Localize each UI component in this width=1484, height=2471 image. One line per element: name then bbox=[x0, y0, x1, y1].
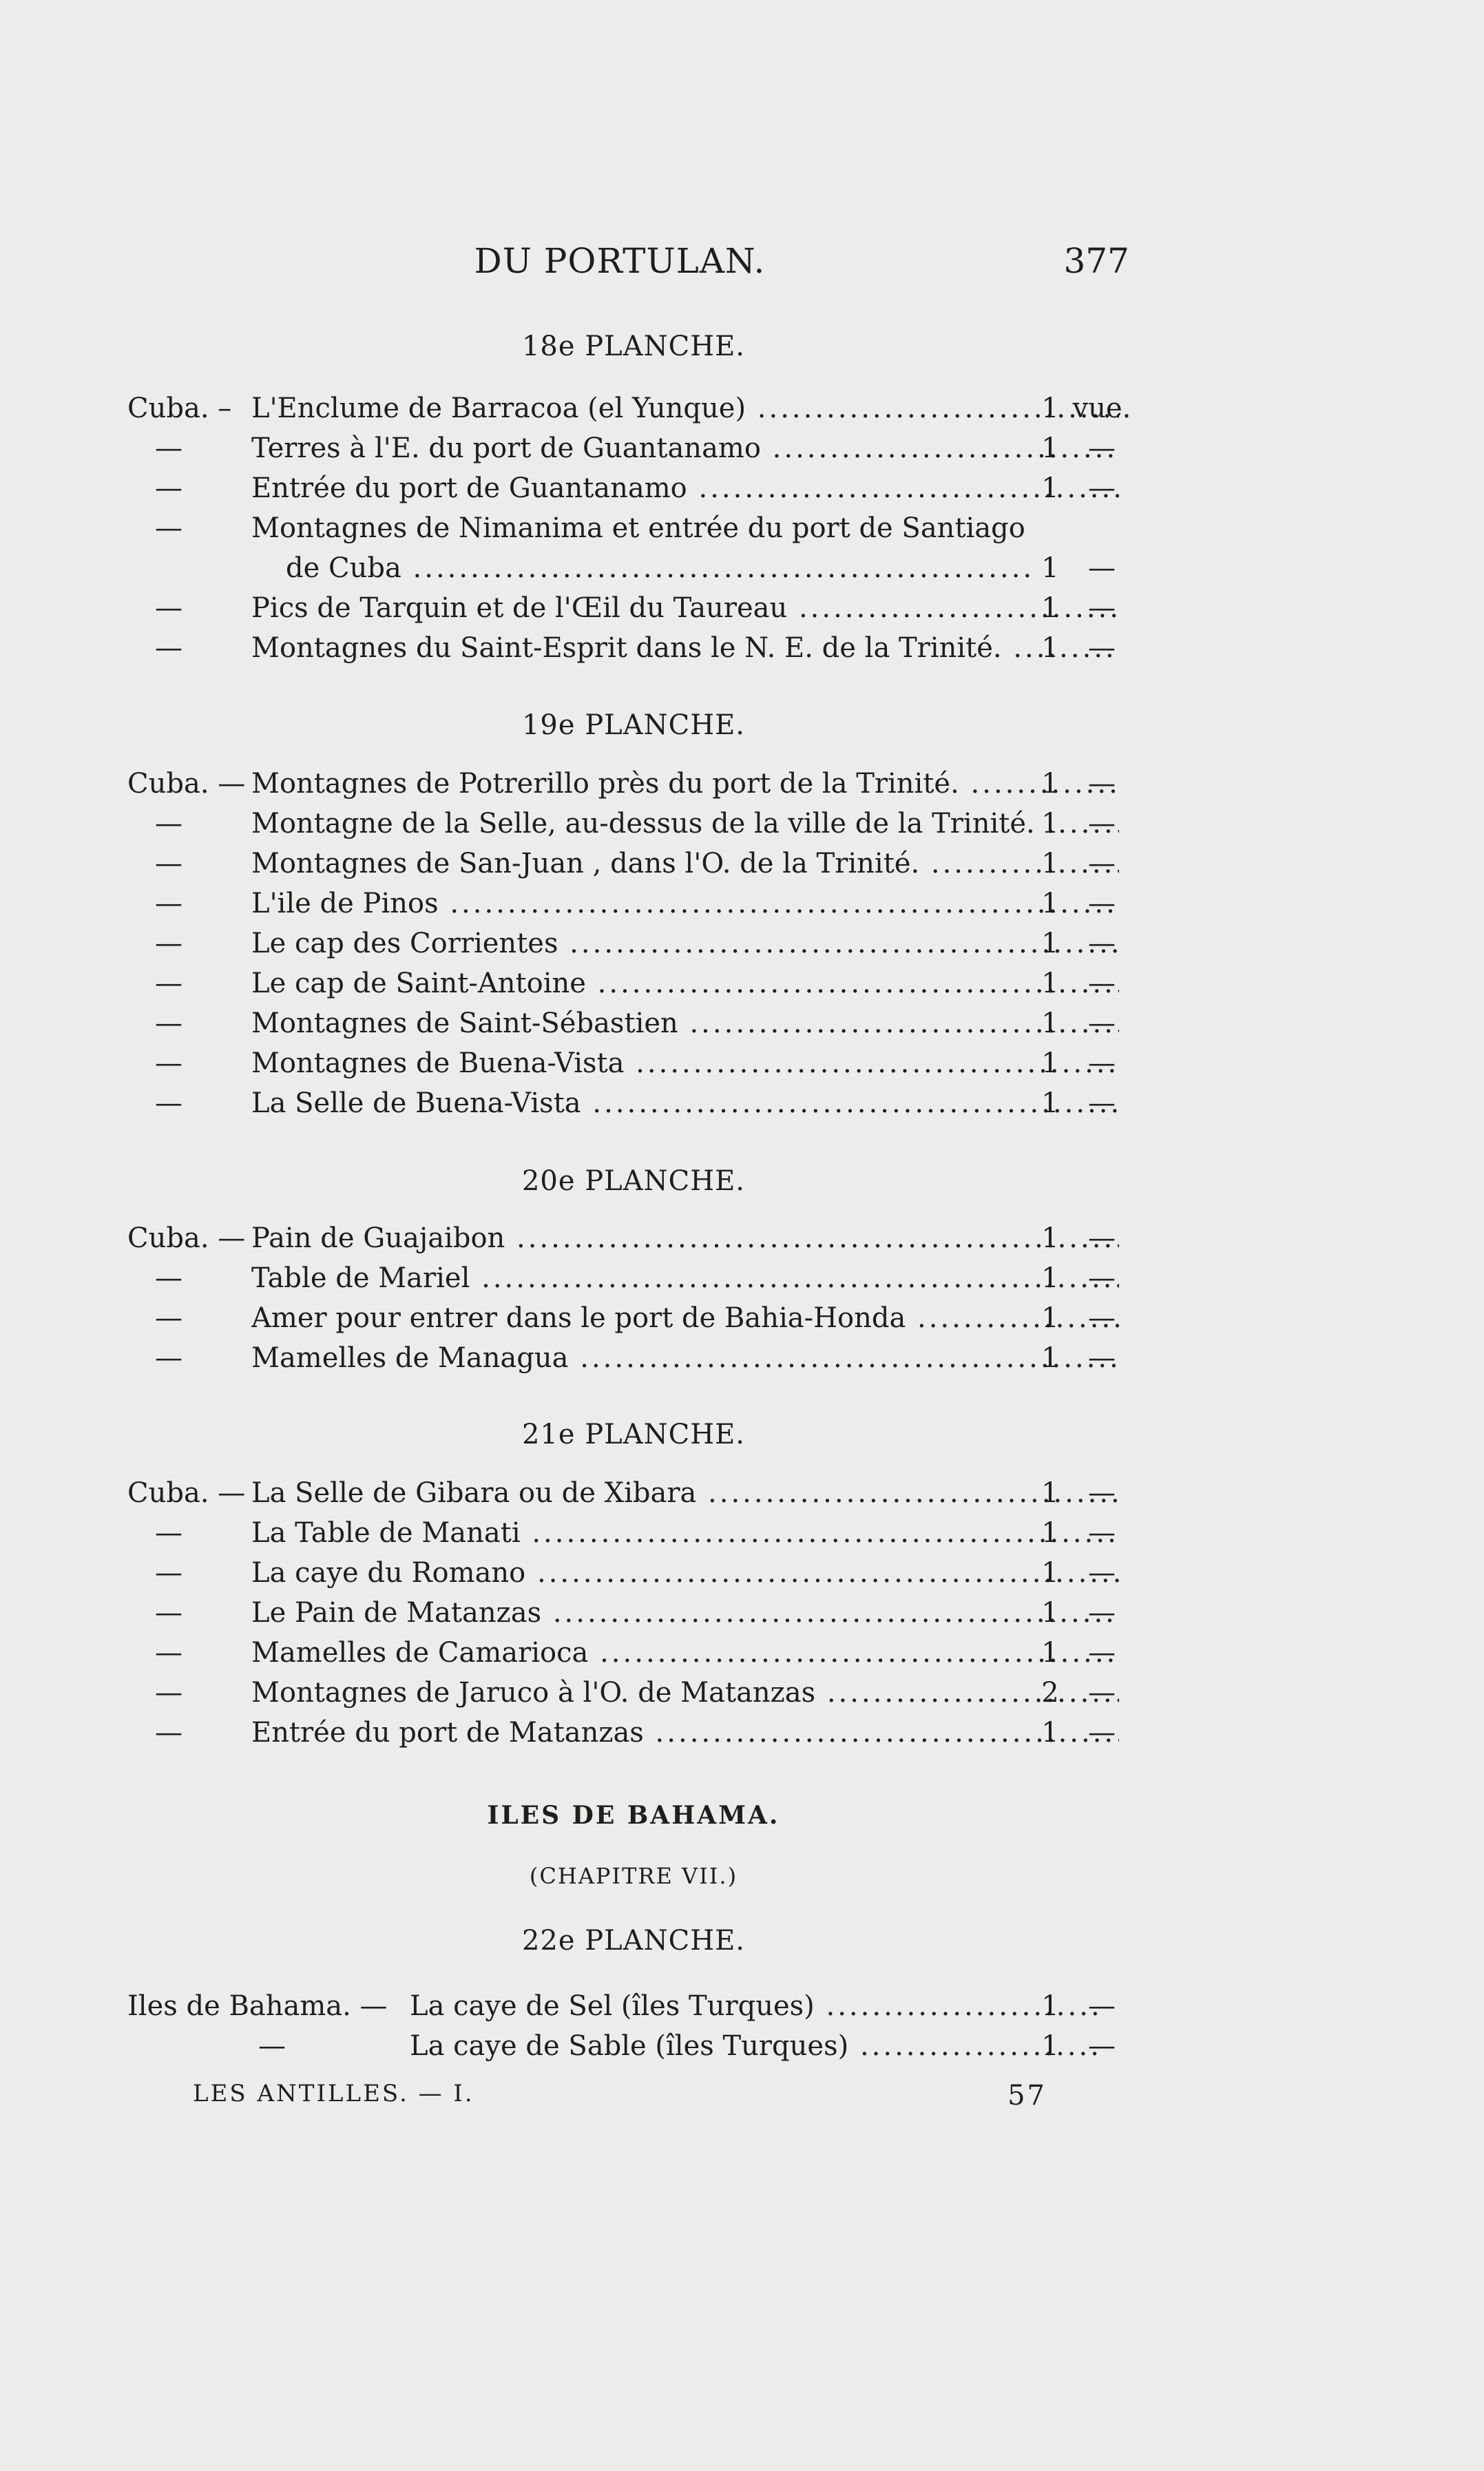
entry-kind: — bbox=[1088, 2030, 1116, 2062]
entry-place: — bbox=[155, 968, 182, 999]
entry-count: 1 bbox=[1041, 472, 1059, 504]
entry-description: La caye de Sel (îles Turques) ..... bbox=[410, 1990, 1098, 2022]
entry-kind: — bbox=[1088, 1477, 1116, 1509]
page-header bbox=[110, 241, 1129, 289]
entry-kind: — bbox=[1088, 1008, 1116, 1039]
list-item bbox=[127, 888, 1133, 926]
entry-kind: — bbox=[1088, 1597, 1116, 1629]
entry-place: — bbox=[155, 1087, 182, 1119]
entry-kind: — bbox=[1088, 432, 1116, 464]
entry-kind: — bbox=[1088, 1637, 1116, 1669]
entry-count: 1 bbox=[1041, 552, 1059, 584]
entry-description: Montagnes de Potrerillo près du port de la Trinité. ..... bbox=[251, 768, 1119, 800]
entry-description: Le cap de Saint-Antoine ..... bbox=[251, 968, 1119, 999]
entry-place: — bbox=[155, 1637, 182, 1669]
bahama-heading: ILES DE BAHAMA. bbox=[487, 1801, 780, 1830]
signature-mark: LES ANTILLES. — I. bbox=[193, 2080, 474, 2107]
list-item bbox=[127, 432, 1133, 471]
entry-count: 1 bbox=[1041, 2030, 1059, 2062]
entry-kind: — bbox=[1088, 632, 1116, 664]
entry-kind: — bbox=[1088, 768, 1116, 800]
entry-place: Cuba. — bbox=[127, 1477, 246, 1509]
page-footer bbox=[193, 2080, 1047, 2121]
entry-place: — bbox=[155, 1717, 182, 1749]
entry-count: 1 bbox=[1041, 968, 1059, 999]
entry-count: 1 bbox=[1041, 768, 1059, 800]
list-item bbox=[127, 1302, 1133, 1341]
entry-description: Pics de Tarquin et de l'Œil du Taureau ..... bbox=[251, 592, 1119, 624]
entry-count: 2 bbox=[1041, 1677, 1059, 1709]
entry-description: La Table de Manati ..... bbox=[251, 1517, 1119, 1549]
entry-place: — bbox=[155, 1597, 182, 1629]
entry-place: — bbox=[155, 1517, 182, 1549]
entry-place: — bbox=[155, 808, 182, 840]
entry-kind: — bbox=[1088, 968, 1116, 999]
entry-description: Montagne de la Selle, au-dessus de la ville de la Trinité. ..... bbox=[251, 808, 1119, 840]
list-item bbox=[127, 1517, 1133, 1556]
list-item bbox=[127, 1222, 1133, 1261]
page-number: 377 bbox=[1063, 241, 1129, 281]
list-item bbox=[127, 808, 1133, 846]
list-item bbox=[127, 393, 1133, 431]
list-item bbox=[127, 1717, 1133, 1755]
list-item bbox=[127, 848, 1133, 886]
entry-count: 1 bbox=[1041, 393, 1059, 424]
entry-count: 1 bbox=[1041, 1517, 1059, 1549]
entry-description: Pain de Guajaibon ..... bbox=[251, 1222, 1119, 1254]
running-title: DU PORTULAN. bbox=[474, 241, 766, 281]
list-item bbox=[127, 768, 1133, 806]
entry-count: 1 bbox=[1041, 592, 1059, 624]
list-item bbox=[127, 968, 1133, 1006]
entry-description: Table de Mariel ..... bbox=[251, 1262, 1119, 1294]
list-item bbox=[127, 928, 1133, 966]
entry-place: — bbox=[155, 1342, 182, 1374]
entry-count: 1 bbox=[1041, 1302, 1059, 1334]
entry-kind: — bbox=[1088, 1087, 1116, 1119]
entry-kind: — bbox=[1088, 1557, 1116, 1589]
list-item bbox=[127, 2030, 1133, 2069]
entry-kind: — bbox=[1088, 1717, 1116, 1749]
entry-description: Mamelles de Camarioca ..... bbox=[251, 1637, 1119, 1669]
entry-count: 1 bbox=[1041, 1990, 1059, 2022]
entry-description: de Cuba ..... bbox=[286, 552, 1030, 584]
list-item bbox=[127, 1597, 1133, 1636]
entry-kind: — bbox=[1088, 472, 1116, 504]
entry-place: Iles de Bahama. — bbox=[127, 1990, 388, 2022]
entry-place: — bbox=[258, 2030, 286, 2062]
entry-count: 1 bbox=[1041, 1008, 1059, 1039]
entry-count: 1 bbox=[1041, 1087, 1059, 1119]
entry-kind: — bbox=[1088, 848, 1116, 879]
list-item bbox=[127, 1477, 1133, 1516]
entry-count: 1 bbox=[1041, 808, 1059, 840]
entry-description: La caye du Romano ..... bbox=[251, 1557, 1119, 1589]
section-title-18: 18e PLANCHE. bbox=[521, 331, 746, 362]
entry-description: Montagnes de Buena-Vista ..... bbox=[251, 1047, 1119, 1079]
entry-description: Montagnes de San-Juan , dans l'O. de la Trinité. ..... bbox=[251, 848, 1119, 879]
list-item bbox=[127, 552, 1133, 591]
entry-count: 1 bbox=[1041, 1597, 1059, 1629]
entry-count: 1 bbox=[1041, 1342, 1059, 1374]
section-title-22: 22e PLANCHE. bbox=[521, 1925, 746, 1957]
entry-place: — bbox=[155, 512, 182, 544]
entry-kind: — bbox=[1088, 552, 1116, 584]
entry-place: — bbox=[155, 848, 182, 879]
entry-count: 1 bbox=[1041, 632, 1059, 664]
list-item bbox=[127, 1087, 1133, 1126]
entry-count: 1 bbox=[1041, 888, 1059, 919]
entry-description: Entrée du port de Matanzas ..... bbox=[251, 1717, 1119, 1749]
entry-count: 1 bbox=[1041, 1557, 1059, 1589]
entry-place: — bbox=[155, 592, 182, 624]
entry-place: — bbox=[155, 1302, 182, 1334]
entry-description: La Selle de Buena-Vista ..... bbox=[251, 1087, 1119, 1119]
list-item bbox=[127, 592, 1133, 631]
entry-kind: — bbox=[1088, 928, 1116, 959]
entry-kind: — bbox=[1088, 1047, 1116, 1079]
entry-description: Mamelles de Managua ..... bbox=[251, 1342, 1119, 1374]
entry-kind: — bbox=[1088, 888, 1116, 919]
entry-place: — bbox=[155, 1677, 182, 1709]
entry-kind: — bbox=[1088, 1222, 1116, 1254]
section-title-20: 20e PLANCHE. bbox=[521, 1165, 746, 1197]
list-item bbox=[127, 1342, 1133, 1381]
entry-description: Le Pain de Matanzas ..... bbox=[251, 1597, 1119, 1629]
entry-kind: — bbox=[1088, 808, 1116, 840]
entry-place: Cuba. — bbox=[127, 1222, 246, 1254]
entry-place: — bbox=[155, 1008, 182, 1039]
section-title-19: 19e PLANCHE. bbox=[521, 709, 746, 741]
entry-description: La Selle de Gibara ou de Xibara ..... bbox=[251, 1477, 1119, 1509]
sheet-number: 57 bbox=[1007, 2080, 1047, 2112]
list-item bbox=[127, 1557, 1133, 1596]
list-item bbox=[127, 1008, 1133, 1046]
entry-place: — bbox=[155, 888, 182, 919]
entry-count: 1 bbox=[1041, 1222, 1059, 1254]
entry-place: Cuba. – bbox=[127, 393, 232, 424]
entry-place: — bbox=[155, 1557, 182, 1589]
list-item bbox=[127, 632, 1133, 671]
entry-count: 1 bbox=[1041, 1637, 1059, 1669]
entry-kind: — bbox=[1088, 1517, 1116, 1549]
entry-description: La caye de Sable (îles Turques) ..... bbox=[410, 2030, 1098, 2062]
section-title-21: 21e PLANCHE. bbox=[521, 1419, 746, 1450]
entry-place: — bbox=[155, 632, 182, 664]
entry-count: 1 bbox=[1041, 1717, 1059, 1749]
entry-description: Le cap des Corrientes ..... bbox=[251, 928, 1119, 959]
entry-count: 1 bbox=[1041, 432, 1059, 464]
entry-kind: — bbox=[1088, 1990, 1116, 2022]
entry-count: 1 bbox=[1041, 1262, 1059, 1294]
entry-place: — bbox=[155, 1047, 182, 1079]
entry-place: — bbox=[155, 432, 182, 464]
entry-kind: — bbox=[1088, 1677, 1116, 1709]
entry-description: Amer pour entrer dans le port de Bahia-Honda ..... bbox=[251, 1302, 1119, 1334]
entry-place: — bbox=[155, 928, 182, 959]
list-item bbox=[127, 1637, 1133, 1676]
list-item bbox=[127, 512, 1133, 551]
entry-description: Montagnes du Saint-Esprit dans le N. E. de la Trinité. ..... bbox=[251, 632, 1119, 664]
entry-count: 1 bbox=[1041, 928, 1059, 959]
entry-description: Montagnes de Saint-Sébastien ..... bbox=[251, 1008, 1119, 1039]
entry-kind: vue. bbox=[1072, 393, 1131, 424]
entry-kind: — bbox=[1088, 1262, 1116, 1294]
entry-description: Montagnes de Nimanima et entrée du port de Santiago bbox=[251, 512, 1025, 544]
entry-kind: — bbox=[1088, 1342, 1116, 1374]
entry-count: 1 bbox=[1041, 1047, 1059, 1079]
entry-description: Entrée du port de Guantanamo ..... bbox=[251, 472, 1119, 504]
entry-place: — bbox=[155, 472, 182, 504]
entry-description: Terres à l'E. du port de Guantanamo ..... bbox=[251, 432, 1119, 464]
list-item bbox=[127, 1990, 1133, 2029]
entry-kind: — bbox=[1088, 592, 1116, 624]
entry-count: 1 bbox=[1041, 848, 1059, 879]
list-item bbox=[127, 472, 1133, 511]
list-item bbox=[127, 1262, 1133, 1301]
entry-kind: — bbox=[1088, 1302, 1116, 1334]
list-item bbox=[127, 1677, 1133, 1716]
entry-description: L'ile de Pinos ..... bbox=[251, 888, 1119, 919]
entry-description: Montagnes de Jaruco à l'O. de Matanzas ..... bbox=[251, 1677, 1119, 1709]
entry-place: Cuba. — bbox=[127, 768, 246, 800]
entry-description: L'Enclume de Barracoa (el Yunque) ..... bbox=[251, 393, 1119, 424]
entry-count: 1 bbox=[1041, 1477, 1059, 1509]
entry-place: — bbox=[155, 1262, 182, 1294]
list-item bbox=[127, 1047, 1133, 1086]
chapter-heading: (CHAPITRE VII.) bbox=[529, 1863, 738, 1889]
